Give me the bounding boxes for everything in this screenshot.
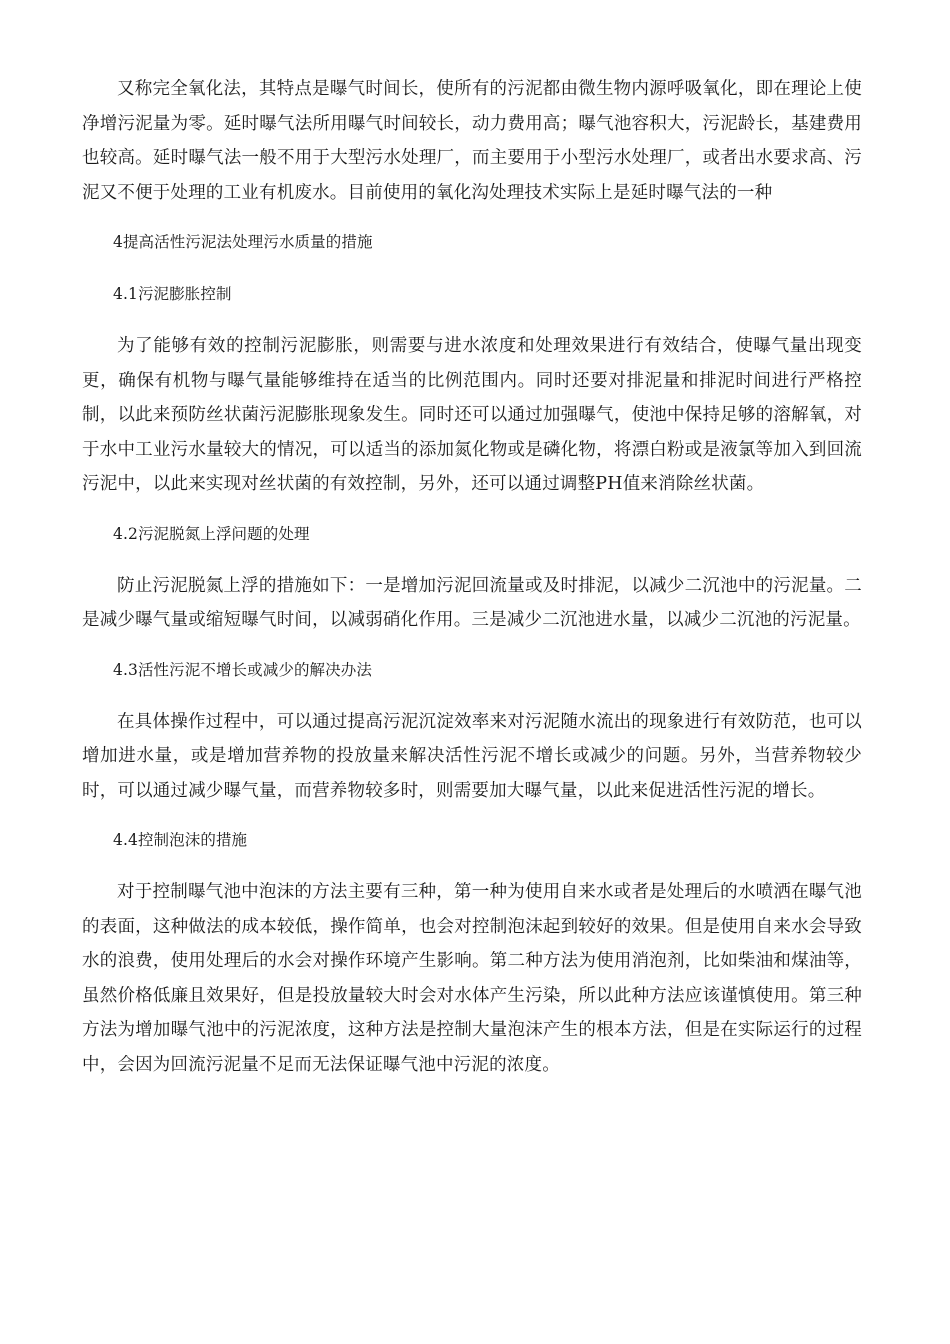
section-4-heading: 4提高活性污泥法处理污水质量的措施: [113, 233, 373, 251]
section-4-4-paragraph: 对于控制曝气池中泡沫的方法主要有三种，第一种为使用自来水或者是处理后的水喷洒在曝气池的表面，这种做法的成本较低，操作简单，也会对控制泡沫起到较好的效果。但是使用自来水会导致水的浪费，使用处理后的水会对操作环境产生影响。第二种方法为使用消泡剂，比如柴油和煤油等，虽然价格低廉且效果好，但是投放量较大时会对水体产生污染，所以此种方法应该谨慎使用。第三种方法为增加曝气池中的污泥浓度，这种方法是控制大量泡沫产生的根本方法，但是在实际运行的过程中，会因为回流污泥量不足而无法保证曝气池中污泥的浓度。: [82, 882, 862, 1075]
document-page: [82, 72, 862, 1082]
section-4-2-heading: 4.2污泥脱氮上浮问题的处理: [113, 524, 310, 543]
section-4-3-heading: 4.3活性污泥不增长或减少的解决办法: [113, 660, 372, 679]
section-4-2-paragraph: 防止污泥脱氮上浮的措施如下：一是增加污泥回流量或及时排泥，以减少二沉池中的污泥量。二是减少曝气量或缩短曝气时间，以减弱硝化作用。三是减少二沉池进水量，以减少二沉池的污泥量。: [82, 575, 862, 630]
intro-paragraph: 又称完全氧化法，其特点是曝气时间长，使所有的污泥都由微生物内源呼吸氧化，即在理论上使净增污泥量为零。延时曝气法所用曝气时间较长，动力费用高；曝气池容积大，污泥龄长，基建费用也较高。延时曝气法一般不用于大型污水处理厂，而主要用于小型污水处理厂，或者出水要求高、污泥又不便于处理的工业有机废水。目前使用的氧化沟处理技术实际上是延时曝气法的一种: [82, 79, 862, 203]
section-4-3-paragraph: 在具体操作过程中，可以通过提高污泥沉淀效率来对污泥随水流出的现象进行有效防范，也可以增加进水量，或是增加营养物的投放量来解决活性污泥不增长或减少的问题。另外，当营养物较少时，可以通过减少曝气量，而营养物较多时，则需要加大曝气量，以此来促进活性污泥的增长。: [82, 711, 862, 801]
section-4-1-heading: 4.1污泥膨胀控制: [113, 285, 232, 303]
section-4-4-heading: 4.4控制泡沫的措施: [113, 831, 248, 849]
section-4-1-paragraph: 为了能够有效的控制污泥膨胀，则需要与进水浓度和处理效果进行有效结合，使曝气量出现变更，确保有机物与曝气量能够维持在适当的比例范围内。同时还要对排泥量和排泥时间进行严格控制，以此来预防丝状菌污泥膨胀现象发生。同时还可以通过加强曝气，使池中保持足够的溶解氧，对于水中工业污水量较大的情况，可以适当的添加氮化物或是磷化物，将漂白粉或是液氯等加入到回流污泥中，以此来实现对丝状菌的有效控制，另外，还可以通过调整PH值来消除丝状菌。: [82, 336, 862, 494]
